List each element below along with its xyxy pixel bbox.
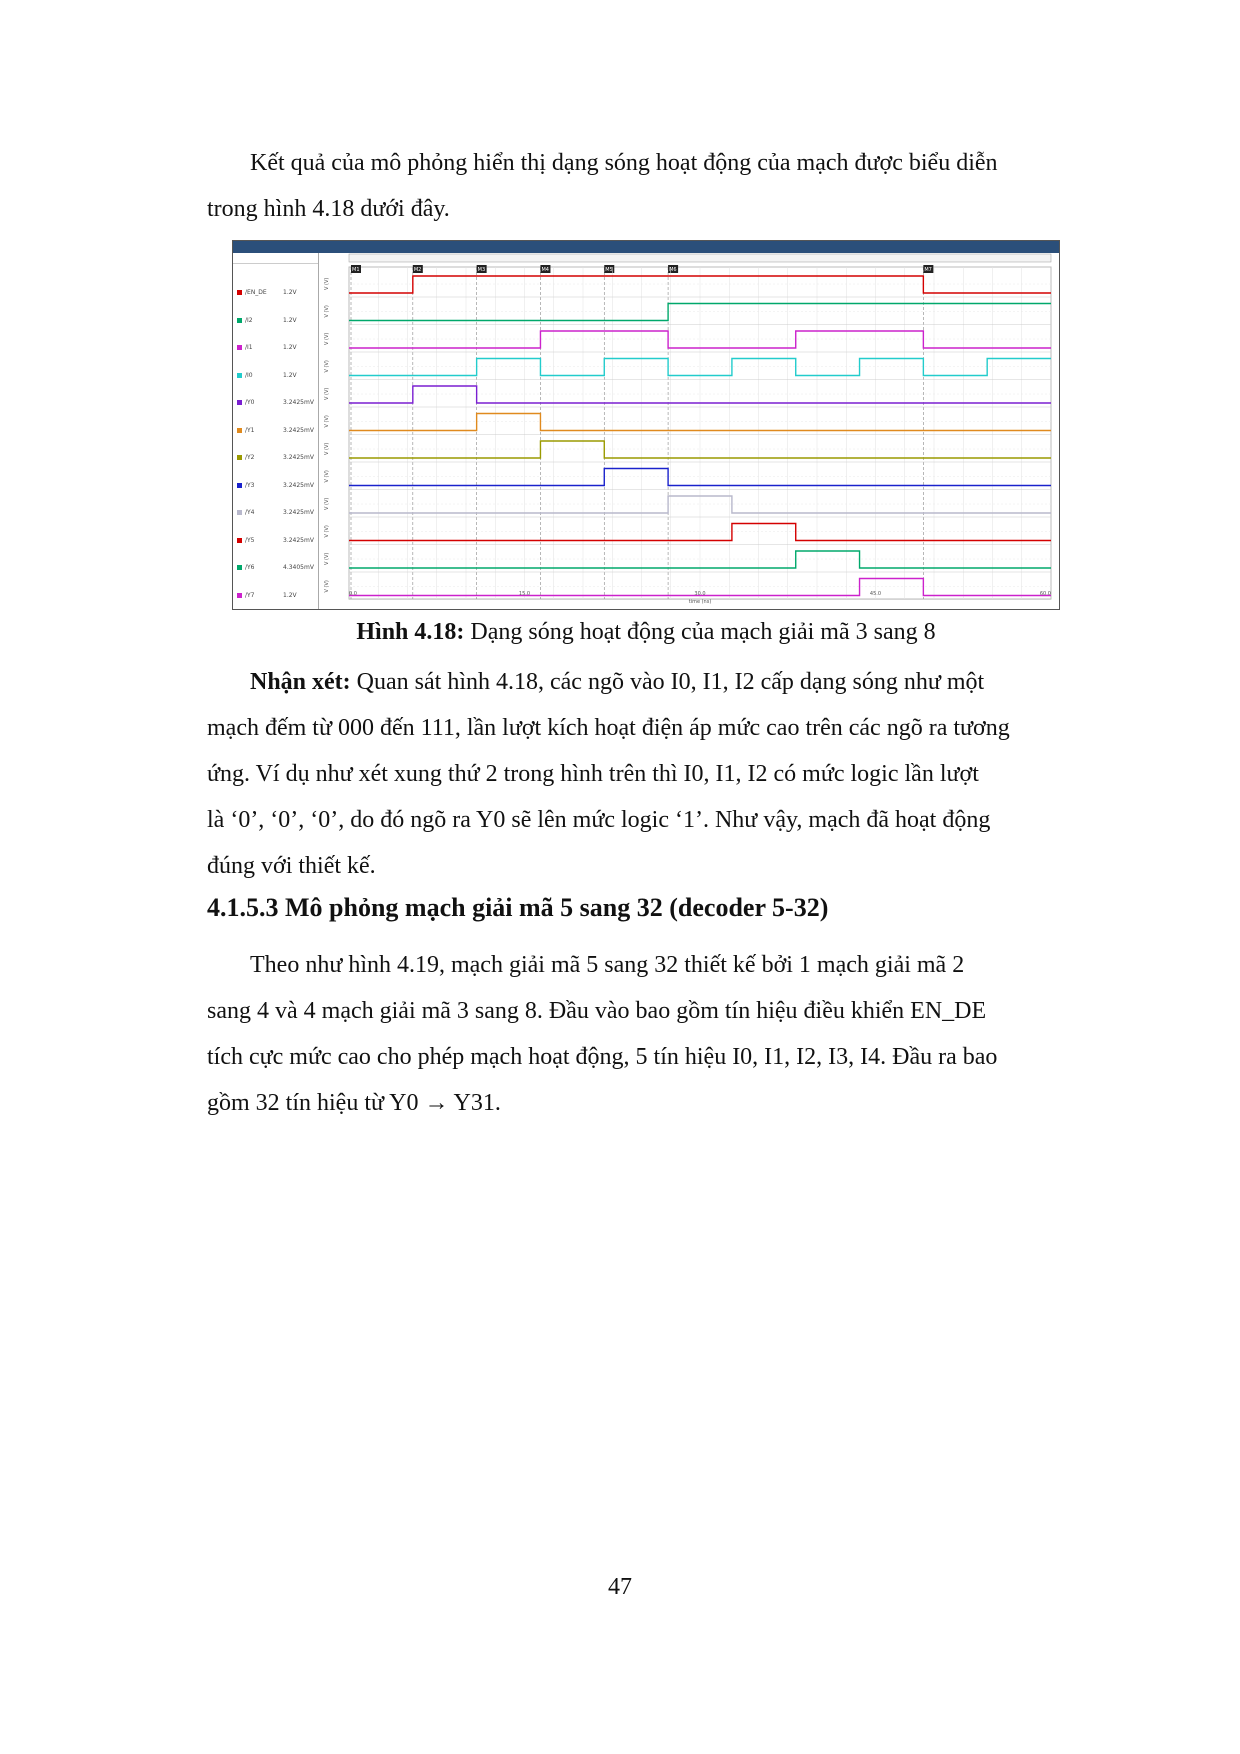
- signal-name: /Y6: [245, 564, 255, 571]
- axis-label-v: V (V): [324, 277, 330, 290]
- remark-line-5: đúng với thiết kế.: [207, 853, 376, 879]
- remark-line-3: ứng. Ví dụ như xét xung thứ 2 trong hình trên thì I0, I1, I2 có mức logic lần lượt: [207, 761, 979, 787]
- axis-label-v: V (V): [324, 305, 330, 318]
- axis-label-v: V (V): [324, 525, 330, 538]
- signal-value: 3.2425mV: [283, 509, 314, 516]
- signal-name: /I1: [245, 344, 253, 351]
- axis-label-v: V (V): [324, 552, 330, 565]
- marker-label: M6: [669, 267, 677, 273]
- signal-name: /Y5: [245, 536, 255, 544]
- waveform-figure: [232, 240, 1060, 610]
- signal-value: 1.2V: [283, 316, 297, 324]
- waveform-plot: [233, 241, 1059, 609]
- x-tick-label: 0.0: [349, 591, 357, 597]
- marker-label: M5: [605, 267, 613, 273]
- axis-label-v: V (V): [324, 415, 330, 428]
- signal-name: /Y7: [245, 591, 255, 599]
- axis-label-v: V (V): [324, 360, 330, 373]
- signal-value: 3.2425mV: [283, 426, 314, 434]
- marker-bar: [349, 254, 1051, 262]
- x-tick-label: 60.0: [1039, 591, 1051, 597]
- signal-value: 3.2425mV: [283, 536, 314, 544]
- signal-value: 1.2V: [283, 591, 297, 599]
- signal-name: /Y1: [245, 426, 255, 434]
- axis-label-v: V (V): [324, 387, 330, 400]
- signal-name: /Y3: [245, 481, 255, 489]
- signal-value: 1.2V: [283, 371, 297, 379]
- signal-name: /EN_DE: [245, 289, 267, 296]
- axis-label-v: V (V): [324, 442, 330, 455]
- para2-line-2: sang 4 và 4 mạch giải mã 3 sang 8. Đầu vào bao gồm tín hiệu điều khiển EN_DE: [207, 998, 987, 1024]
- remark-line-4: là ‘0’, ‘0’, ‘0’, do đó ngõ ra Y0 sẽ lên mức logic ‘1’. Như vậy, mạch đã hoạt động: [207, 807, 991, 833]
- signal-value: 4.3405mV: [283, 564, 314, 571]
- signal-name: /Y4: [245, 509, 255, 516]
- caption-text: Dạng sóng hoạt động của mạch giải mã 3 sang 8: [464, 619, 936, 645]
- marker-label: M1: [352, 267, 360, 273]
- remark-label: Nhận xét:: [250, 669, 351, 695]
- signal-value: 1.2V: [283, 344, 297, 351]
- para2-line-4: gồm 32 tín hiệu từ Y0 → Y31.: [207, 1090, 501, 1116]
- para2-line-3: tích cực mức cao cho phép mạch hoạt động, 5 tín hiệu I0, I1, I2, I3, I4. Đầu ra bao: [207, 1044, 998, 1070]
- x-tick-label: 45.0: [869, 591, 882, 597]
- signal-name: /Y0: [245, 399, 255, 406]
- marker-label: M2: [413, 267, 422, 273]
- axis-label-v: V (V): [324, 470, 330, 483]
- axis-label-v: V (V): [324, 580, 330, 593]
- axis-label-v: V (V): [324, 497, 330, 510]
- signal-value: 1.2V: [283, 289, 297, 296]
- section-heading: 4.1.5.3 Mô phỏng mạch giải mã 5 sang 32 (decoder 5-32): [207, 893, 829, 922]
- x-tick-label: 30.0: [694, 591, 706, 597]
- remark-line-2: mạch đếm từ 000 đến 111, lần lượt kích hoạt điện áp mức cao trên các ngõ ra tương: [207, 715, 1010, 741]
- signal-value: 3.2425mV: [283, 399, 314, 406]
- signal-value: 3.2425mV: [283, 454, 314, 461]
- signal-name: /I0: [245, 371, 253, 379]
- signal-name: /I2: [245, 316, 253, 324]
- axis-label-v: V (V): [324, 332, 330, 345]
- marker-label: M4: [541, 267, 549, 273]
- x-axis-label: time (ns): [688, 599, 712, 605]
- signal-name: /Y2: [245, 454, 255, 461]
- page-number: 47: [608, 1574, 632, 1600]
- marker-label: M3: [477, 267, 486, 273]
- caption-label: Hình 4.18:: [356, 619, 465, 645]
- signal-value: 3.2425mV: [283, 481, 314, 489]
- para2-line-1: Theo như hình 4.19, mạch giải mã 5 sang 32 thiết kế bởi 1 mạch giải mã 2: [250, 952, 965, 978]
- marker-label: M7: [924, 267, 932, 273]
- x-tick-label: 15.0: [518, 591, 531, 597]
- intro-line-1: Kết quả của mô phỏng hiển thị dạng sóng hoạt động của mạch được biểu diễn: [250, 150, 998, 176]
- intro-line-2: trong hình 4.18 dưới đây.: [207, 196, 450, 222]
- remark-line-1: Nhận xét: Quan sát hình 4.18, các ngõ vào I0, I1, I2 cấp dạng sóng như một: [250, 669, 985, 695]
- figure-caption: [207, 616, 1085, 648]
